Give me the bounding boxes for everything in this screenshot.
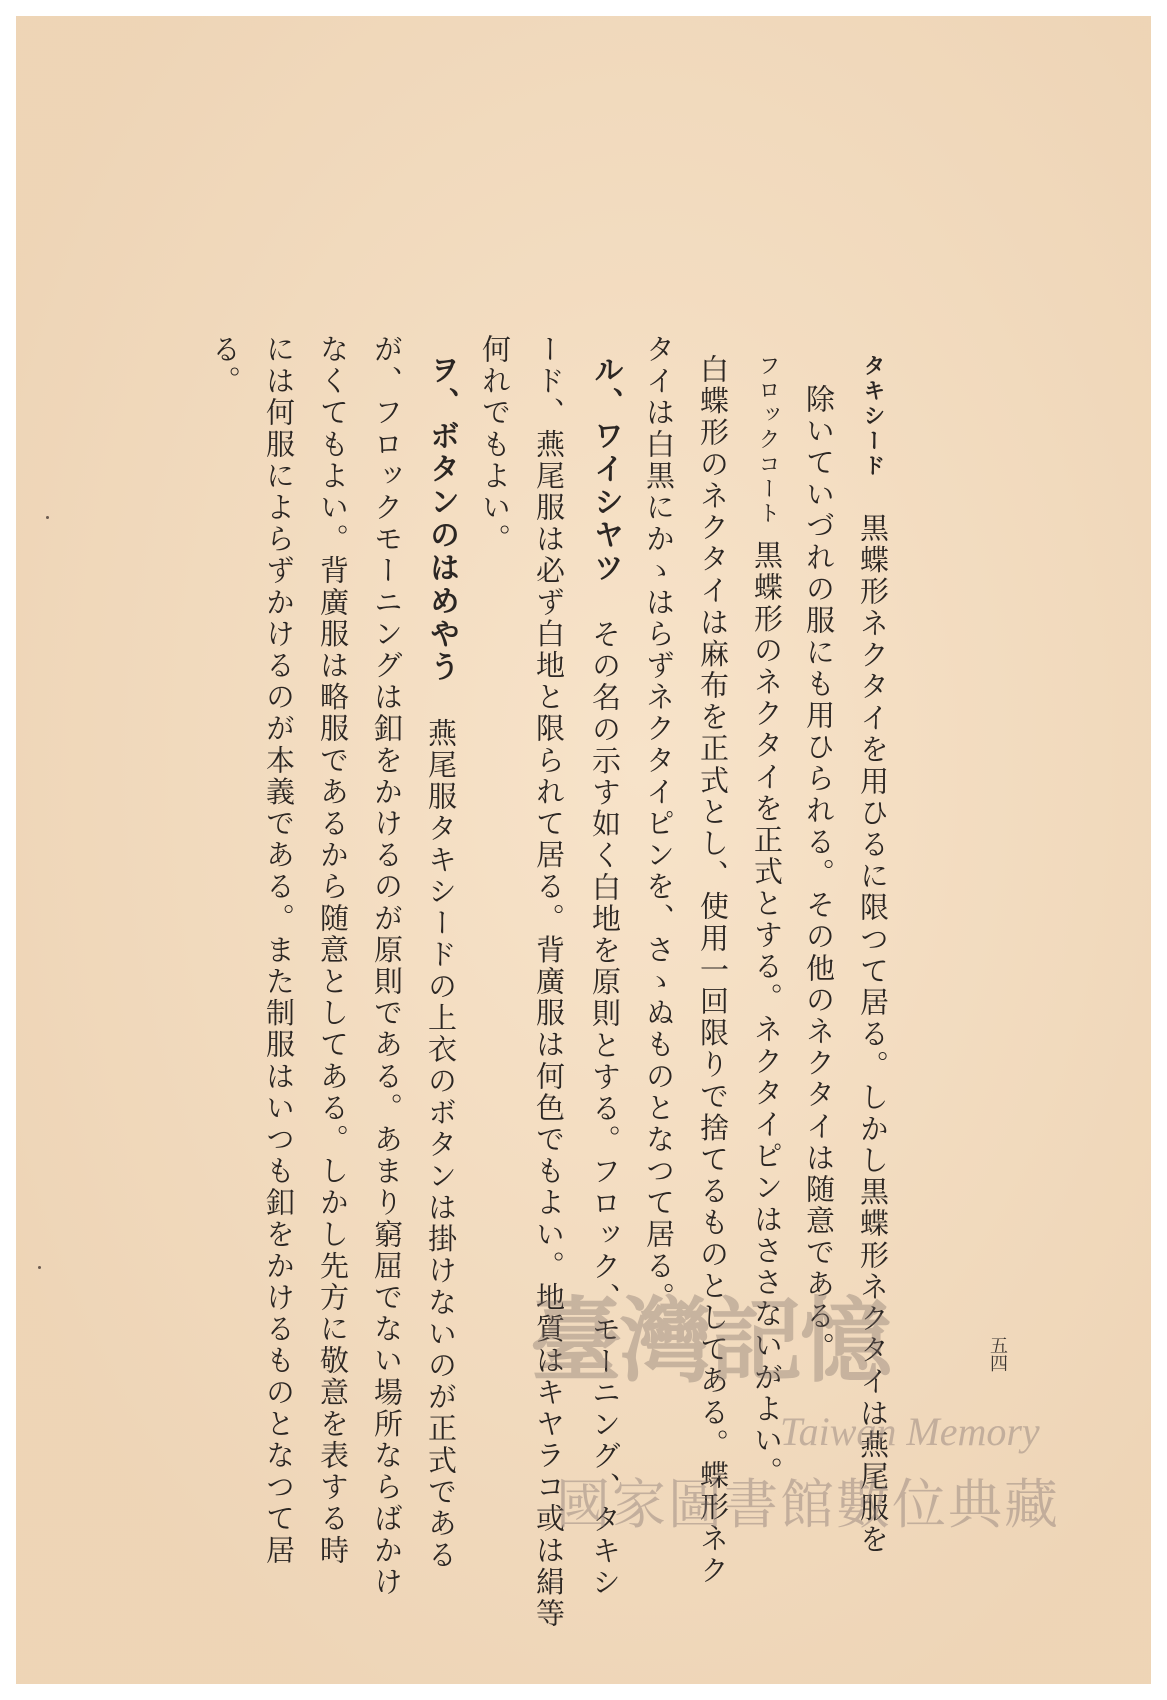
- column-heading: ヲ、ボタンのはめやう: [424, 354, 459, 684]
- text-column-4: [696, 354, 730, 1587]
- column-body: が、フロックモーニングは釦をかけるのが原則である。あまり窮屈でない場所ならばかけ: [370, 334, 404, 1598]
- text-column-2: [802, 384, 836, 1364]
- column-heading: タキシード: [860, 354, 886, 479]
- column-body: 何れでもよい。: [478, 334, 512, 556]
- text-column-7: [532, 334, 566, 1630]
- column-body: タイは白黒にかゝはらずネクタイピンを、さゝぬものとなつて居る。: [642, 334, 676, 1314]
- column-body: 黒蝶形のネクタイを正式とする。ネクタイピンはささないがよい。: [750, 540, 784, 1489]
- text-column-9: [424, 354, 459, 1572]
- paper-speck: [38, 1266, 41, 1269]
- column-body: 黒蝶形ネクタイを用ひるに限つて居る。しかし黒蝶形ネクタイは燕尾服を: [856, 513, 890, 1556]
- page-number: 五四: [987, 1336, 1008, 1372]
- column-body: その名の示す如く白地を原則とする。フロック、モーニング、タキシ: [588, 619, 622, 1599]
- watermark-logo: 臺灣記憶: [530, 1288, 891, 1395]
- column-body: 白蝶形のネクタイは麻布を正式とし、使用一回限りで捨てるものとしてある。蝶形ネク: [696, 354, 730, 1587]
- text-column-10: [370, 334, 404, 1598]
- column-body: には何服によらずかけるのが本義である。また制服はいつも釦をかけるものとなつて居: [262, 334, 296, 1567]
- text-column-11: [316, 334, 350, 1567]
- column-body: なくてもよい。背廣服は略服であるから随意としてある。しかし先方に敬意を表する時: [316, 334, 350, 1567]
- column-body: 燕尾服タキシードの上衣のボタンは掛けないのが正式である: [424, 718, 458, 1572]
- text-column-6: [588, 354, 623, 1599]
- column-body: ード、燕尾服は必ず白地と限られて居る。背廣服は何色でもよい。地質はキヤラコ或は絹等: [532, 334, 566, 1630]
- column-heading: ル、ワイシヤツ: [588, 354, 623, 585]
- watermark-chinese: 國家圖書館數位典藏: [556, 1473, 1060, 1536]
- watermark-english: Taiwan Memory: [780, 1409, 1040, 1454]
- text-column-8: [478, 334, 512, 556]
- column-body: 除いていづれの服にも用ひられる。その他のネクタイは随意である。: [802, 384, 836, 1364]
- text-column-13: [208, 334, 242, 398]
- column-body: る。: [208, 334, 242, 398]
- paper-speck: [46, 516, 49, 519]
- text-column-12: [262, 334, 296, 1567]
- text-column-5: [642, 334, 676, 1314]
- column-heading: フロックコート: [755, 354, 780, 527]
